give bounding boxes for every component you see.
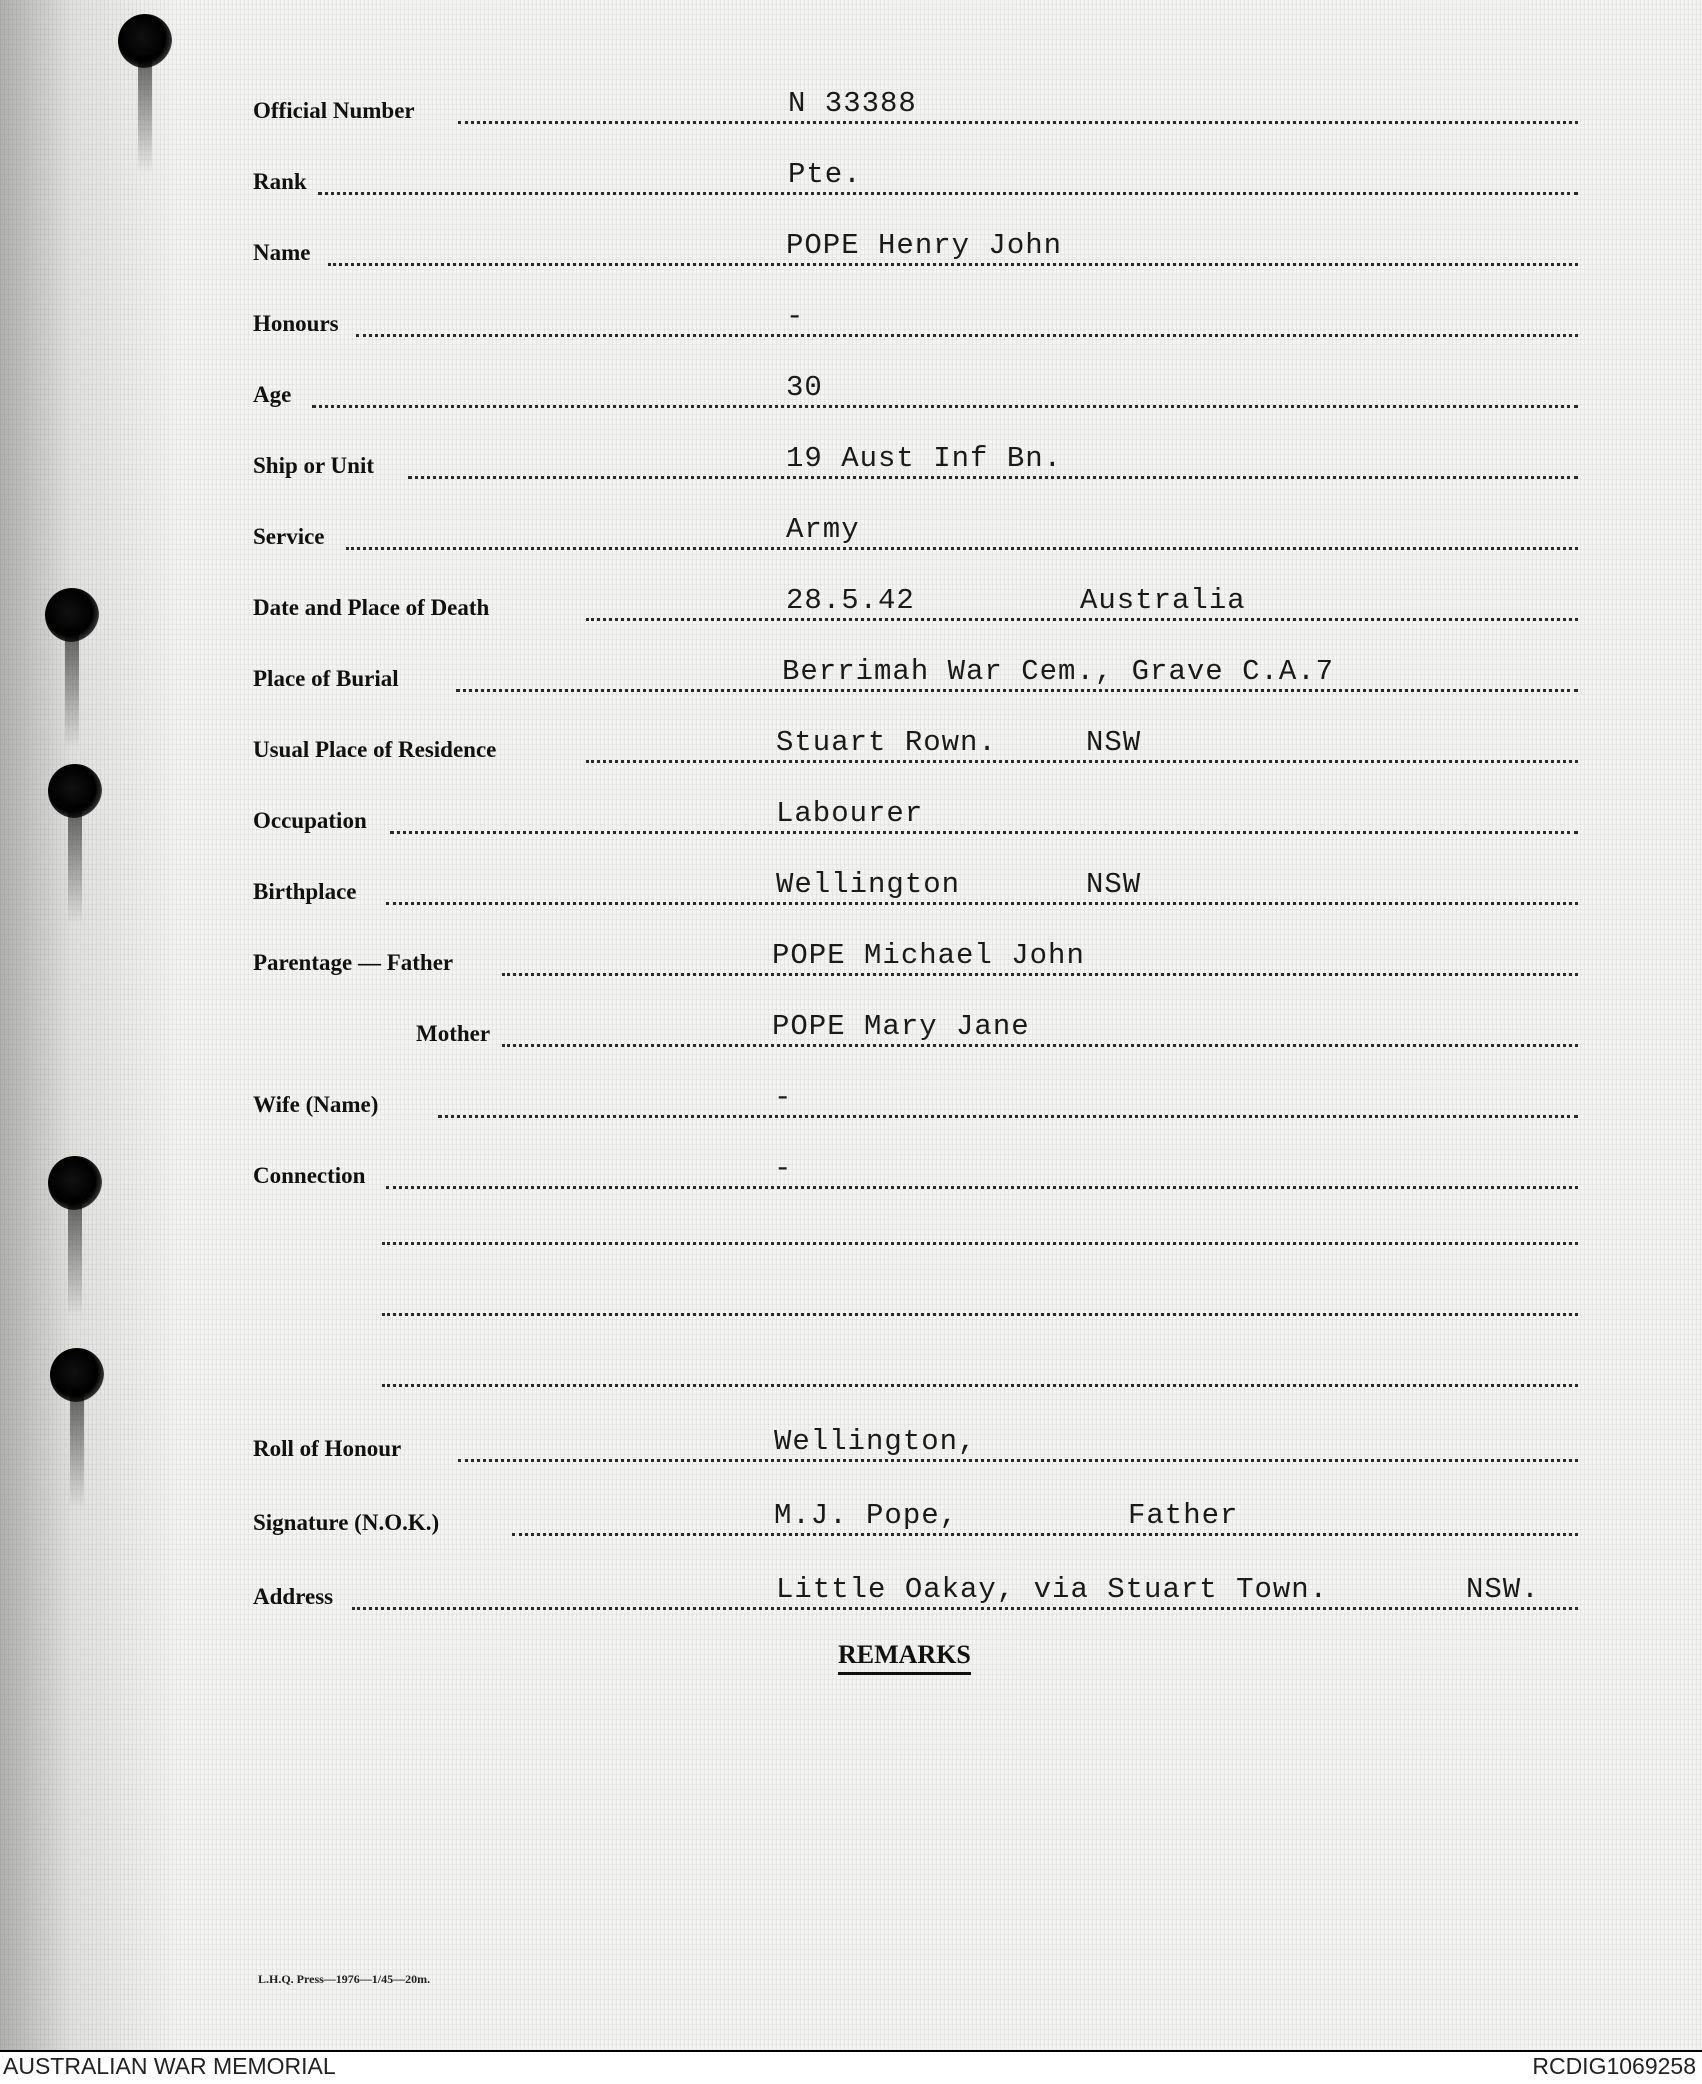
dotted-line [458,121,1578,124]
field-value: M.J. Pope, [774,1499,959,1532]
field-row-date-place-death [0,584,1702,627]
field-label: Place of Burial [253,666,399,691]
field-label: Roll of Honour [253,1436,402,1461]
field-row-ship-or-unit [0,442,1702,485]
field-label: Ship or Unit [253,453,375,478]
blank-dotted-line [382,1384,1578,1387]
field-label: Birthplace [253,879,357,904]
field-value: 19 Aust Inf Bn. [786,442,1063,475]
field-value: N 33388 [788,87,917,120]
dotted-line [390,831,1578,834]
field-value: POPE Mary Jane [772,1010,1030,1043]
field-row-rank [0,158,1702,201]
field-label: Occupation [253,808,367,833]
field-value: 30 [786,371,823,404]
dotted-line [318,192,1578,195]
field-row-signature [0,1499,1702,1542]
field-label: Age [253,382,292,407]
dotted-line [328,263,1578,266]
field-value: Pte. [788,158,862,191]
archive-record-id: RCDIG1069258 [1532,2053,1696,2079]
field-label: Name [253,240,311,265]
field-row-father [0,939,1702,982]
field-label: Usual Place of Residence [253,737,497,762]
field-row-birthplace [0,868,1702,911]
field-label: Address [253,1584,334,1609]
field-row-name [0,229,1702,272]
dotted-line [502,1044,1578,1047]
dotted-line [512,1533,1578,1536]
field-row-usual-residence [0,726,1702,769]
dotted-line [408,476,1578,479]
field-label: Official Number [253,98,415,123]
field-value: Army [786,513,860,546]
dotted-line [346,547,1578,550]
archive-name: AUSTRALIAN WAR MEMORIAL [3,2053,336,2079]
field-label: Rank [253,169,307,194]
dotted-line [386,902,1578,905]
field-value: 28.5.42 [786,584,915,617]
blank-dotted-line [382,1313,1578,1316]
punch-hole [118,14,172,68]
blank-dotted-line [382,1242,1578,1245]
field-label: Parentage — Father [253,950,454,975]
field-label: Wife (Name) [253,1092,379,1117]
dotted-line [438,1115,1578,1118]
field-label: Honours [253,311,339,336]
dotted-line [586,618,1578,621]
field-value: Wellington [776,868,961,901]
field-value: Stuart Rown. [776,726,997,759]
field-row-official-number [0,87,1702,130]
field-value-secondary: NSW [1086,868,1142,901]
dotted-line [386,1186,1578,1189]
field-value-secondary: NSW. [1466,1573,1540,1606]
field-value: Berrimah War Cem., Grave C.A.7 [782,655,1335,688]
field-row-service [0,513,1702,556]
field-row-roll-of-honour [0,1425,1702,1468]
field-label: Service [253,524,325,549]
field-label: Mother [416,1021,491,1046]
field-value: - [774,1081,793,1114]
field-row-age [0,371,1702,414]
field-label: Connection [253,1163,366,1188]
dotted-line [352,1607,1578,1610]
field-row-place-of-burial [0,655,1702,698]
field-label: Date and Place of Death [253,595,490,620]
field-value: Little Oakay, via Stuart Town. [776,1573,1329,1606]
field-value: Wellington, [774,1425,977,1458]
field-row-connection [0,1152,1702,1195]
field-row-honours [0,300,1702,343]
field-value: POPE Henry John [786,229,1063,262]
field-value: - [774,1152,793,1185]
field-row-occupation [0,797,1702,840]
remarks-heading: REMARKS [838,1640,971,1675]
field-value: Labourer [776,797,924,830]
dotted-line [586,760,1578,763]
field-value-secondary: NSW [1086,726,1142,759]
field-row-wife [0,1081,1702,1124]
dotted-line [458,1459,1578,1462]
field-value: POPE Michael John [772,939,1085,972]
field-value-secondary: Australia [1080,584,1246,617]
dotted-line [312,405,1578,408]
dotted-line [456,689,1578,692]
punch-hole [50,1348,104,1402]
field-value-secondary: Father [1128,1499,1239,1532]
dotted-line [502,973,1578,976]
field-row-mother [0,1010,1702,1053]
field-row-address [0,1573,1702,1616]
field-label: Signature (N.O.K.) [253,1510,440,1535]
printer-imprint: L.H.Q. Press—1976—1/45—20m. [258,1972,431,1986]
field-value: - [786,300,805,333]
dotted-line [356,334,1578,337]
